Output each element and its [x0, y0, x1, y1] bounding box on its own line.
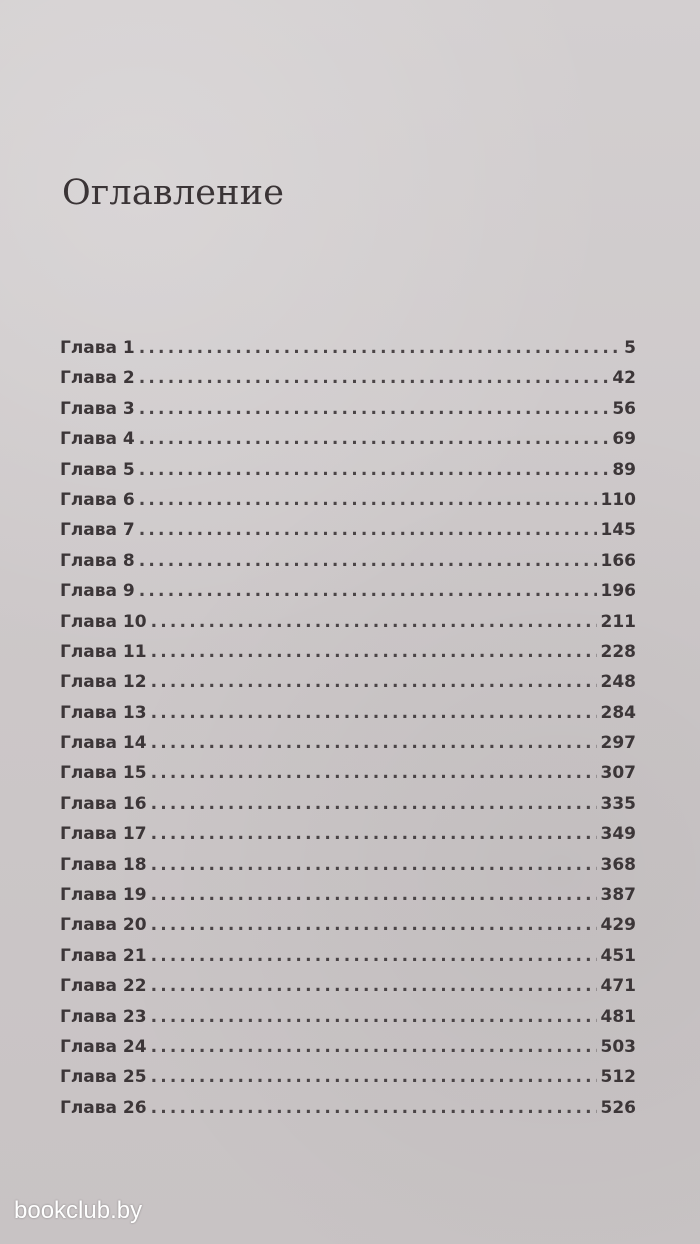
dot-leader [151, 824, 597, 844]
toc-entry-label: Глава 17 [60, 824, 147, 845]
dot-leader [151, 703, 597, 723]
dot-leader [151, 794, 597, 814]
toc-entry-label: Глава 10 [60, 611, 147, 632]
toc-entry-page: 228 [600, 641, 636, 662]
toc-entry-label: Глава 2 [60, 368, 135, 389]
dot-leader [151, 612, 597, 632]
dot-leader [139, 581, 597, 601]
toc-entry [60, 338, 636, 368]
toc-entry-page: 284 [600, 702, 636, 723]
toc-entry-label: Глава 16 [60, 793, 147, 814]
dot-leader [139, 399, 609, 419]
toc-entry-label: Глава 21 [60, 945, 147, 966]
toc-entry-label: Глава 19 [60, 885, 147, 906]
dot-leader [151, 976, 597, 996]
toc-entry [60, 520, 636, 550]
toc-entry [60, 581, 636, 611]
table-of-contents [60, 338, 636, 1128]
toc-entry [60, 672, 636, 702]
dot-leader [151, 885, 597, 905]
toc-entry [60, 368, 636, 398]
toc-entry [60, 915, 636, 945]
toc-entry-page: 512 [600, 1067, 636, 1088]
toc-entry-label: Глава 18 [60, 854, 147, 875]
toc-entry-page: 368 [600, 854, 636, 875]
toc-entry-page: 69 [612, 429, 636, 450]
toc-entry-label: Глава 8 [60, 550, 135, 571]
toc-entry [60, 1007, 636, 1037]
toc-entry-page: 481 [600, 1006, 636, 1027]
toc-entry [60, 855, 636, 885]
toc-entry [60, 1098, 636, 1128]
page-title: Оглавление [62, 173, 285, 213]
toc-entry-label: Глава 20 [60, 915, 147, 936]
toc-entry [60, 490, 636, 520]
toc-entry-label: Глава 13 [60, 702, 147, 723]
toc-entry [60, 946, 636, 976]
toc-entry-label: Глава 24 [60, 1036, 147, 1057]
toc-entry-page: 42 [612, 368, 636, 389]
toc-entry-page: 387 [600, 885, 636, 906]
dot-leader [151, 1007, 597, 1027]
dot-leader [139, 551, 597, 571]
dot-leader [139, 429, 609, 449]
toc-entry-page: 145 [600, 520, 636, 541]
toc-entry-label: Глава 26 [60, 1097, 147, 1118]
toc-entry [60, 1067, 636, 1097]
toc-entry [60, 460, 636, 490]
toc-entry [60, 429, 636, 459]
toc-entry [60, 703, 636, 733]
toc-entry-label: Глава 15 [60, 763, 147, 784]
toc-entry-page: 471 [600, 976, 636, 997]
toc-entry-page: 429 [600, 915, 636, 936]
dot-leader [151, 946, 597, 966]
toc-entry-page: 349 [600, 824, 636, 845]
toc-entry [60, 885, 636, 915]
dot-leader [139, 520, 597, 540]
toc-entry-label: Глава 14 [60, 733, 147, 754]
toc-entry [60, 794, 636, 824]
toc-entry [60, 1037, 636, 1067]
dot-leader [151, 763, 597, 783]
dot-leader [151, 855, 597, 875]
toc-entry-label: Глава 23 [60, 1006, 147, 1027]
toc-entry-page: 89 [612, 459, 636, 480]
toc-entry-page: 56 [612, 398, 636, 419]
toc-entry [60, 551, 636, 581]
dot-leader [151, 1098, 597, 1118]
toc-entry-label: Глава 9 [60, 581, 135, 602]
toc-entry-label: Глава 4 [60, 429, 135, 450]
toc-entry [60, 399, 636, 429]
dot-leader [139, 338, 620, 358]
toc-entry [60, 763, 636, 793]
toc-entry-label: Глава 22 [60, 976, 147, 997]
toc-entry-page: 196 [600, 581, 636, 602]
dot-leader [151, 733, 597, 753]
toc-entry-page: 451 [600, 945, 636, 966]
toc-entry-page: 5 [624, 338, 636, 358]
toc-entry-page: 166 [600, 550, 636, 571]
toc-entry-label: Глава 1 [60, 338, 135, 358]
dot-leader [139, 490, 597, 510]
toc-entry-page: 307 [600, 763, 636, 784]
toc-entry-page: 248 [600, 672, 636, 693]
toc-entry-page: 503 [600, 1036, 636, 1057]
toc-entry [60, 733, 636, 763]
toc-entry-label: Глава 6 [60, 489, 135, 510]
toc-entry [60, 642, 636, 672]
toc-entry-label: Глава 25 [60, 1067, 147, 1088]
toc-entry-page: 335 [600, 793, 636, 814]
toc-entry-page: 526 [600, 1097, 636, 1118]
toc-entry [60, 976, 636, 1006]
toc-entry-page: 211 [600, 611, 636, 632]
dot-leader [139, 368, 609, 388]
dot-leader [151, 1067, 597, 1087]
toc-entry-label: Глава 3 [60, 398, 135, 419]
toc-entry-page: 297 [600, 733, 636, 754]
toc-entry-label: Глава 12 [60, 672, 147, 693]
dot-leader [151, 915, 597, 935]
dot-leader [151, 672, 597, 692]
watermark: bookclub.by [14, 1197, 143, 1224]
toc-entry-label: Глава 5 [60, 459, 135, 480]
toc-entry-page: 110 [600, 489, 636, 510]
dot-leader [151, 1037, 597, 1057]
dot-leader [151, 642, 597, 662]
toc-entry-label: Глава 7 [60, 520, 135, 541]
dot-leader [139, 460, 609, 480]
toc-entry [60, 824, 636, 854]
toc-entry-label: Глава 11 [60, 641, 147, 662]
toc-entry [60, 612, 636, 642]
